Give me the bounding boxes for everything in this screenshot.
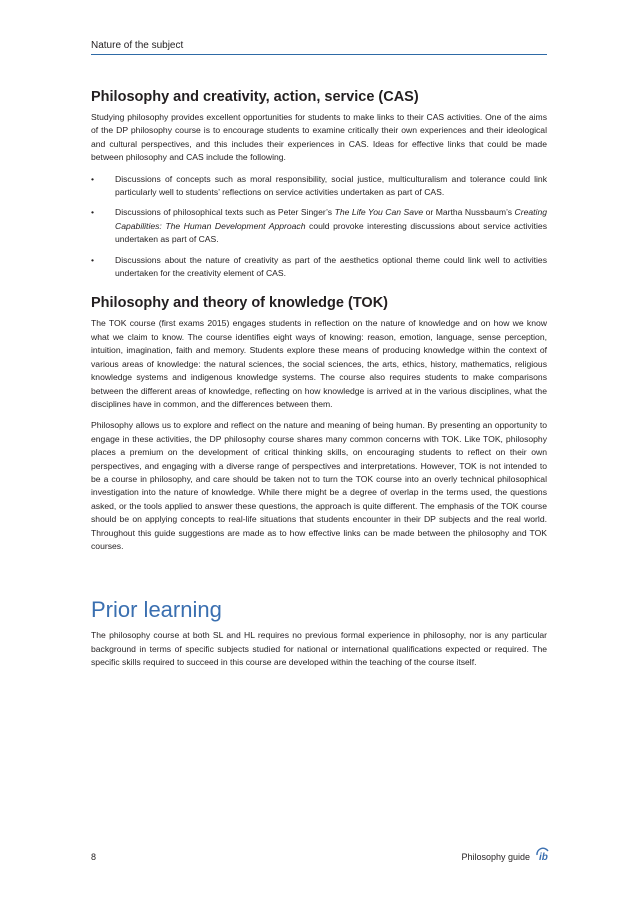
bullet-text-part: or Martha Nussbaum’s: [423, 207, 515, 218]
tok-paragraph-2: Philosophy allows us to explore and reflect on the nature and meaning of being human. By presenting an opportunity to engage in these activities, the DP philosophy course shares many common concerns with TOK. Like TOK, philosophy places a premium on the development of critical thinking skills, on encouraging students to reflect on their own perspectives, and engaging with a diverse range of perspectives and interpretations. However, TOK is not intended to be a course in philosophy, and care should be taken not to turn the TOK course into an overly technical philosophical investigation into the nature of knowledge. While there might be a degree of overlap in the terms used, the questions asked, or the tools applied to answer these questions, the approach is quite different. The emphasis of the TOK course should be on applying concepts to real-life situations that students encounter in their DP subjects and the real world. Throughout this guide suggestions are made as to how effective links can be made between the philosophy and TOK courses.: [91, 420, 547, 551]
book-title-nussbaum: Creating Capabilities: The Human Development Approach: [115, 207, 547, 231]
list-item: [91, 206, 547, 246]
list-item: [91, 254, 547, 281]
prior-learning-heading: Prior learning: [91, 597, 222, 623]
running-header: Nature of the subject: [91, 40, 184, 51]
bullet-text: Discussions about the nature of creativity as part of the aesthetics optional theme could link well to activities undertaken for the creativity element of CAS.: [115, 254, 547, 279]
list-item: [91, 173, 547, 200]
ib-logo-text: ib: [539, 852, 548, 862]
bullet-text-part: Discussions of philosophical texts such as Peter Singer’s: [115, 207, 335, 218]
tok-heading: Philosophy and theory of knowledge (TOK): [91, 295, 388, 312]
prior-learning-paragraph: The philosophy course at both SL and HL requires no previous formal experience in philosophy, nor is any particular background in terms of specific subjects studied for national or international qualifications expected or required. The specific skills required to succeed in this course are developed within the teaching of the course itself.: [91, 630, 547, 668]
page-content: [91, 88, 547, 678]
bullet-icon: •: [91, 207, 95, 218]
tok-paragraph-1: The TOK course (first exams 2015) engages students in reflection on the nature of knowledge and on how we know what we claim to know. The course identifies eight ways of knowing: reason, emotion, language, sense perception, intuition, imagination, faith and memory. Students explore these means of producing knowledge within the context of various areas of knowledge: the natural sciences, the social sciences, the arts, ethics, history, mathematics, religious knowledge systems and indigenous knowledge systems. The course also requires students to make comparisons between the different areas of knowledge, reflecting on how knowledge is arrived at in the various disciplines, what the disciplines have in common, and the differences between them.: [91, 318, 547, 409]
bullet-icon: •: [91, 254, 95, 265]
header-divider: [91, 54, 547, 55]
cas-intro-paragraph: Studying philosophy provides excellent opportunities for students to make links to their CAS activities. One of the aims of the DP philosophy course is to encourage students to examine critically their own experiences and their ideological and cultural perspectives, and this includes their experiences in CAS. Ideas for effective links that could be made between philosophy and CAS include the following.: [91, 112, 547, 163]
book-title-singer: The Life You Can Save: [334, 207, 424, 218]
cas-heading: Philosophy and creativity, action, service (CAS): [91, 89, 419, 105]
bullet-text: Discussions of concepts such as moral responsibility, social justice, multiculturalism and tolerance could link particularly well to students’ reflections on service activities undertaken as part of CAS.: [115, 173, 547, 198]
guide-title: Philosophy guide: [461, 852, 530, 862]
bullet-icon: •: [91, 173, 95, 184]
ib-logo-icon: [535, 846, 551, 862]
bullet-text-part: could provoke interesting discussions about service activities undertaken as part of CAS.: [115, 220, 547, 245]
cas-bullet-list: [91, 173, 547, 281]
page-number: 8: [91, 852, 97, 862]
